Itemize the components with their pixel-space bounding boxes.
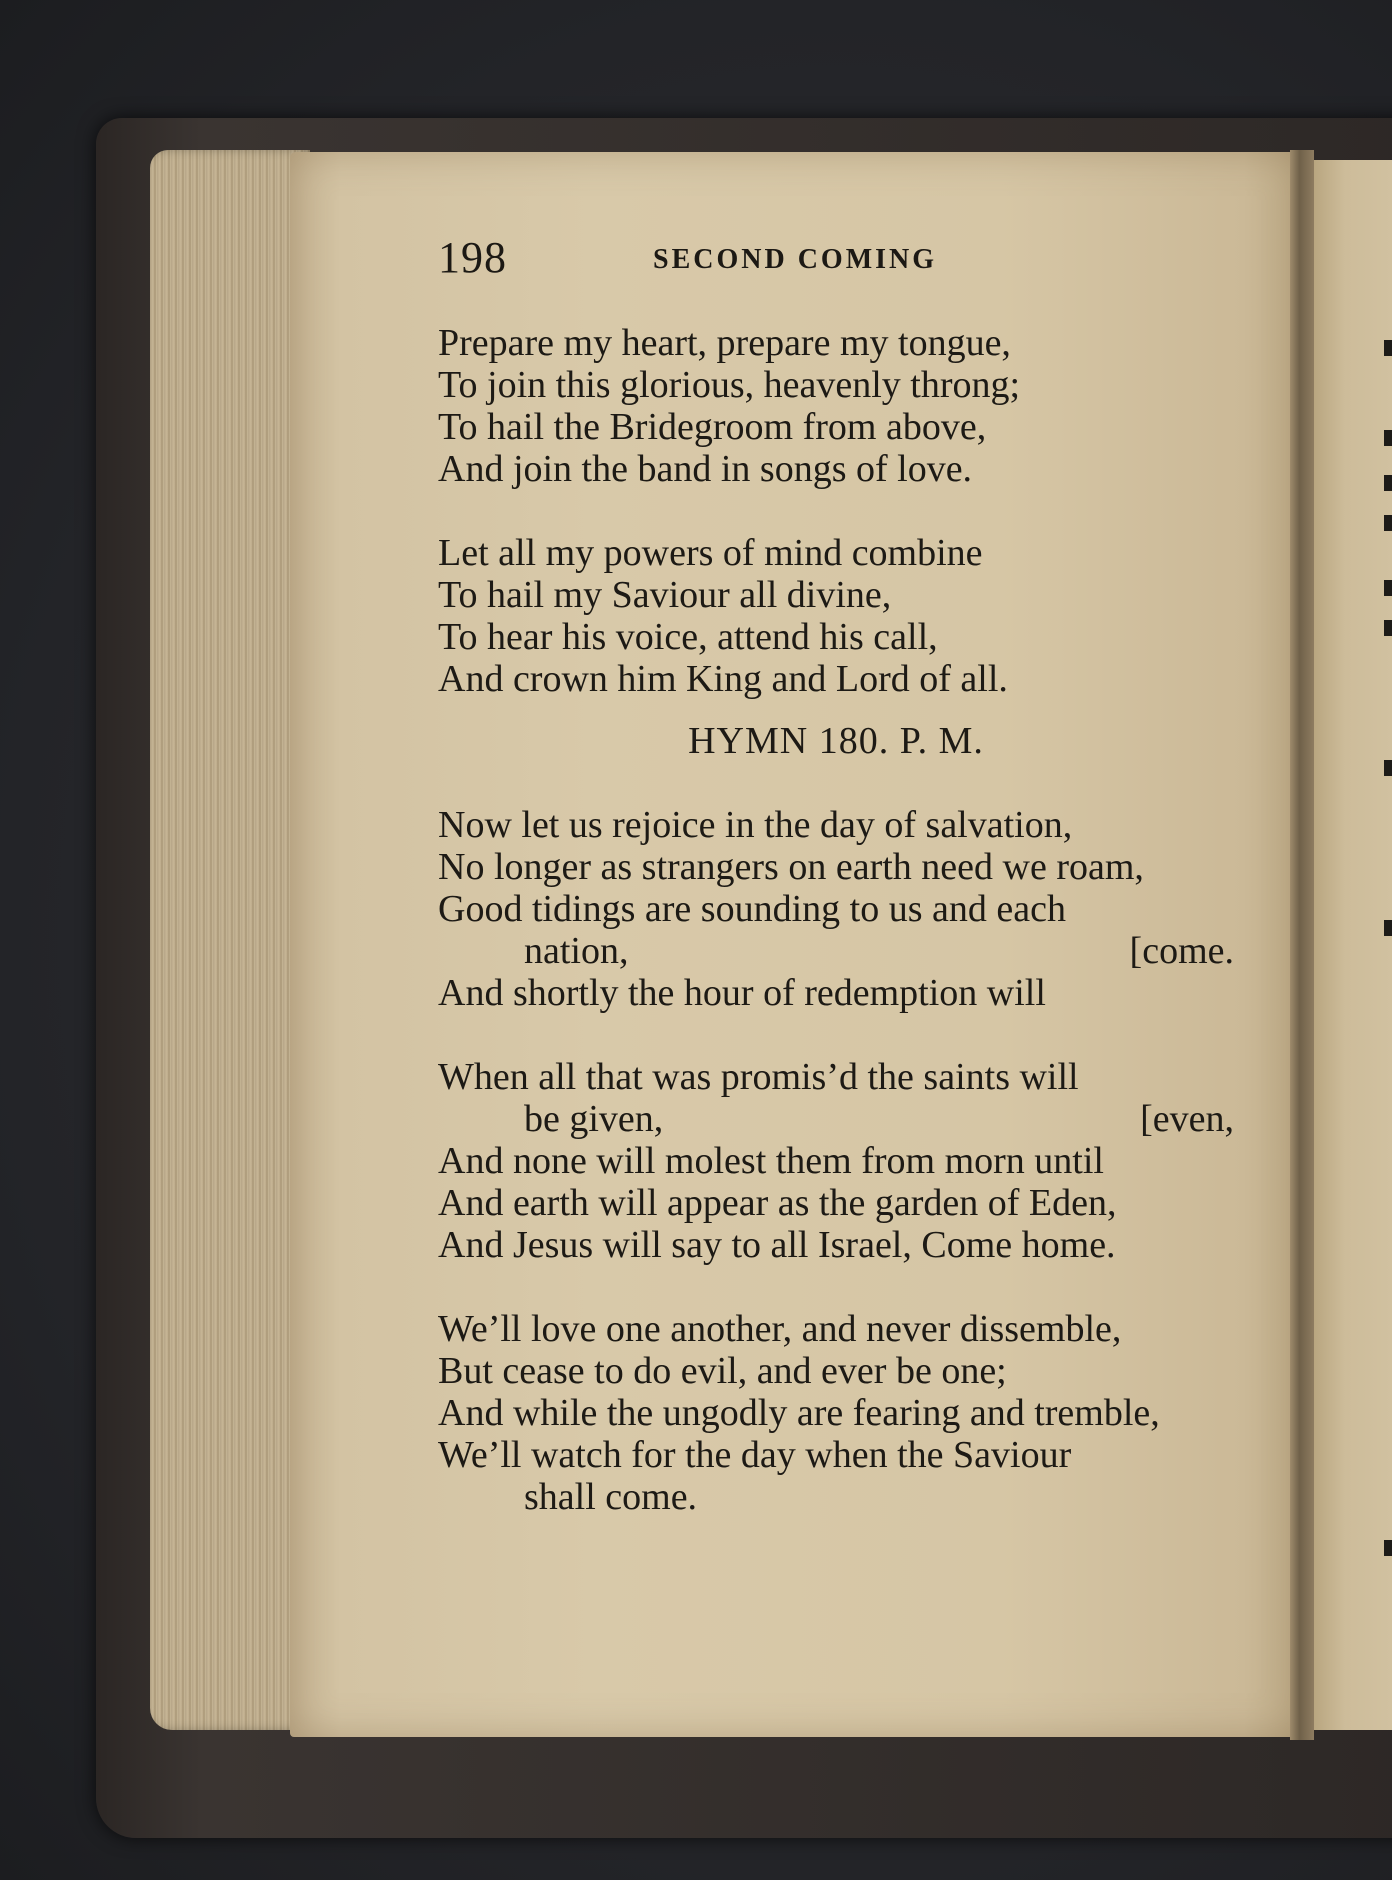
verse-line: And join the band in songs of love. [438,448,973,490]
ink-mark [1384,340,1392,356]
verse-line: And crown him King and Lord of all. [438,658,1008,700]
stanza [438,532,1234,700]
hymn-text [438,322,1234,1518]
verse-line: We’ll love one another, and never dissemble, [438,1308,1122,1350]
verse-line: shall come. [524,1476,698,1518]
ink-mark [1384,1540,1392,1556]
ink-mark [1384,920,1392,936]
ink-mark [1384,515,1392,531]
verse-line: Now let us rejoice in the day of salvation, [438,804,1073,846]
verse-fragment: be given, [524,1098,664,1140]
verse-line [438,930,1234,972]
verse-line: And none will molest them from morn until [438,1140,1104,1182]
ink-mark [1384,620,1392,636]
stanza [438,804,1234,1014]
verse-line: Good tidings are sounding to us and each [438,888,1066,930]
verse-fragment: nation, [524,930,629,972]
verse-line: And earth will appear as the garden of Eden, [438,1182,1117,1224]
ink-mark [1384,430,1392,446]
ink-mark [1384,760,1392,776]
verse-fragment: [come. [1129,930,1234,972]
running-head: SECOND COMING [653,244,938,275]
verse-line [438,1098,1234,1140]
verse-line: We’ll watch for the day when the Saviour [438,1434,1072,1476]
page-header [438,232,1038,282]
stanza [438,1308,1234,1518]
verse-line: To join this glorious, heavenly throng; [438,364,1021,406]
stanza [438,322,1234,490]
ink-mark [1384,475,1392,491]
verse-fragment: [even, [1140,1098,1234,1140]
verse-line: When all that was promis’d the saints will [438,1056,1079,1098]
verse-line: And Jesus will say to all Israel, Come home. [438,1224,1116,1266]
verse-line: Prepare my heart, prepare my tongue, [438,322,1011,364]
page-number: 198 [438,233,507,282]
page-edges [150,150,310,1730]
hymn-title: HYMN 180. P. M. [688,720,984,762]
verse-line: But cease to do evil, and ever be one; [438,1350,1007,1392]
verse-line: To hear his voice, attend his call, [438,616,938,658]
verse-line: And while the ungodly are fearing and tremble, [438,1392,1160,1434]
verse-line: To hail the Bridegroom from above, [438,406,987,448]
verse-line: Let all my powers of mind combine [438,532,983,574]
verse-line: To hail my Saviour all divine, [438,574,892,616]
ink-mark [1384,580,1392,596]
verse-line: And shortly the hour of redemption will [438,972,1046,1014]
stanza [438,1056,1234,1266]
verse-line: No longer as strangers on earth need we roam, [438,846,1144,888]
facing-page-edge [1314,160,1392,1730]
book-gutter [1290,150,1314,1740]
